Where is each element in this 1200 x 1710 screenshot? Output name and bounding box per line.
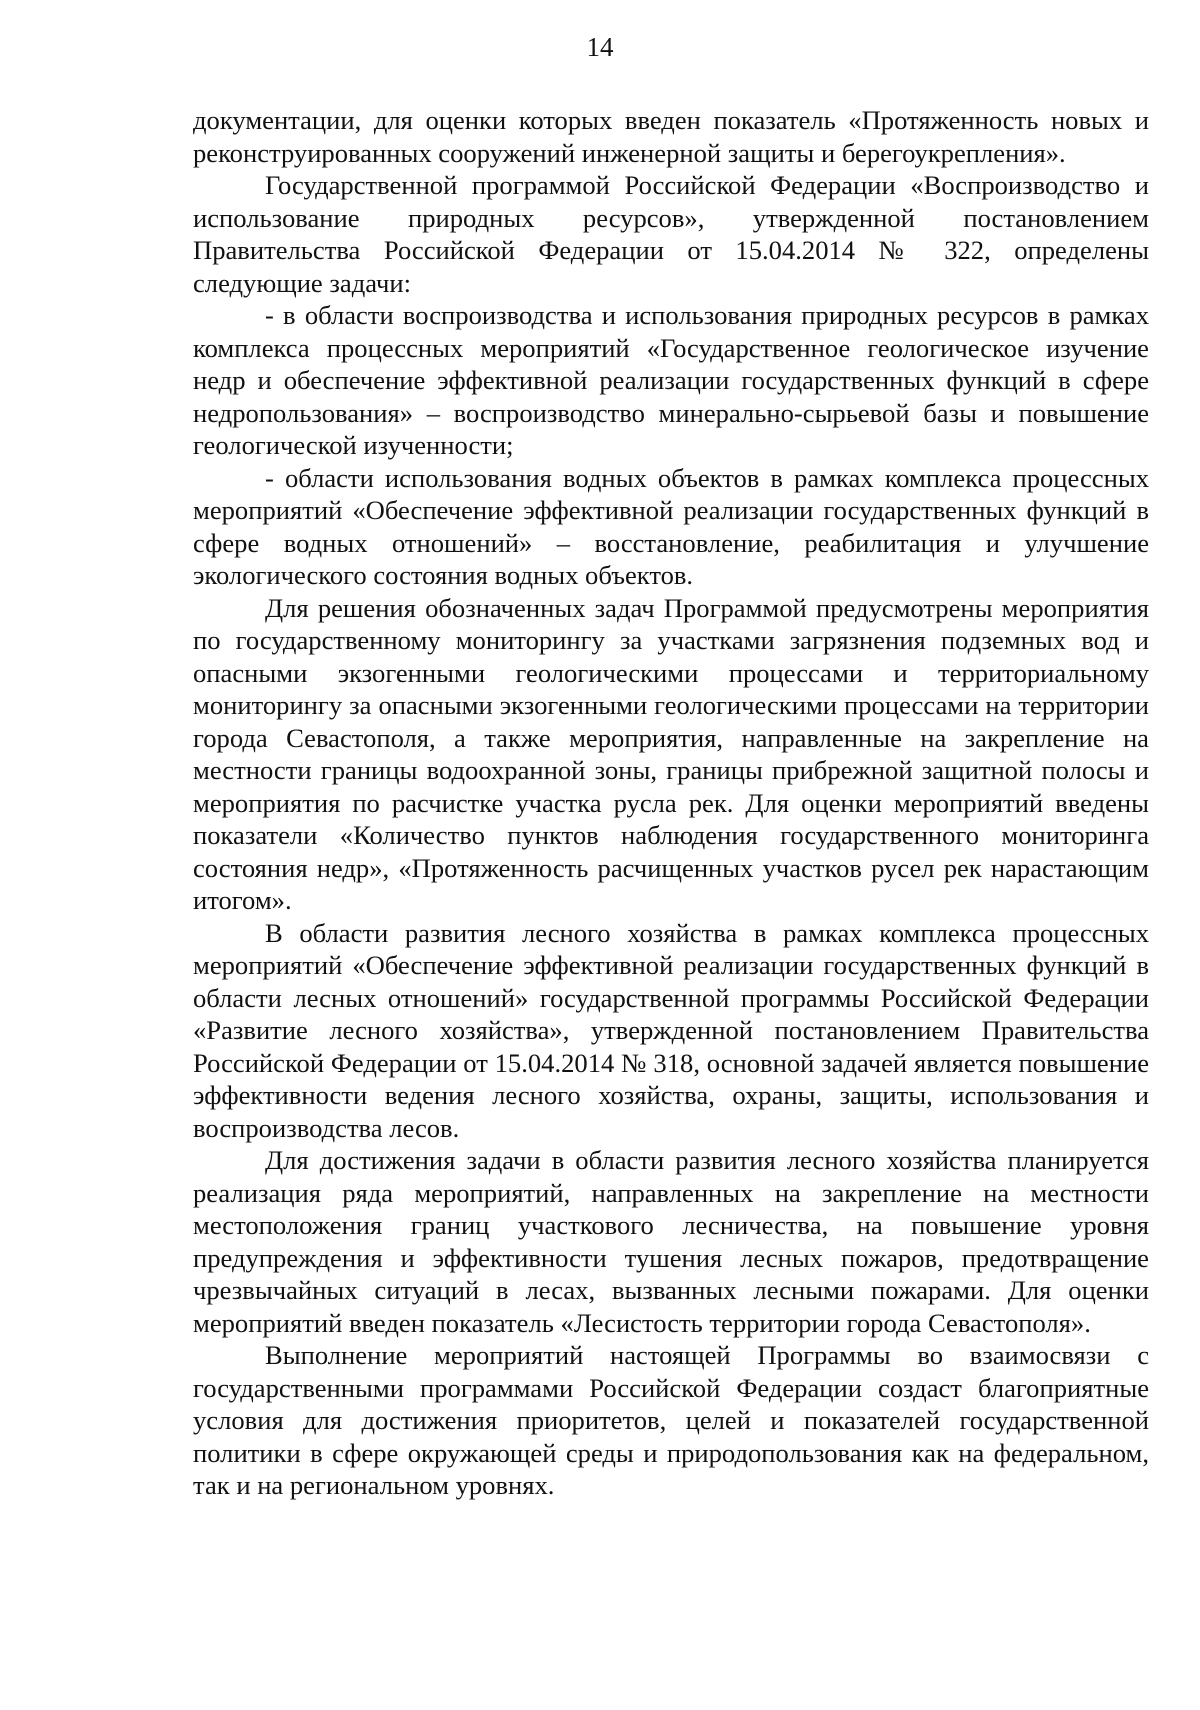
paragraph-conclusion: Выполнение мероприятий настоящей Программы во взаимосвязи с государственными программами Российской Федерации создаст благоприятные условия для достижения приоритетов, целей и показателей государственной политики в сфере окружающей среды и природопользования как на федеральном, так и на региональном уровнях. — [193, 1340, 1149, 1500]
paragraph-task-water-objects: - области использования водных объектов в рамках комплекса процессных мероприятий «Обеспечение эффективной реализации государственных функций в сфере водных отношений» – восстановление, реабилитация и улучшение экологического состояния водных объектов. — [193, 462, 1149, 590]
body-text — [193, 104, 1149, 1502]
page-number: 14 — [586, 32, 614, 62]
paragraph-forestry-program: В области развития лесного хозяйства в рамках комплекса процессных мероприятий «Обеспечение эффективной реализации государственных функций в области лесных отношений» государственной программы Российской Федерации «Развитие лесного хозяйства», утвержденной постановлением Правительства Российской Федерации от 15.04.2014 № 318, основной задачей является повышение эффективности ведения лесного хозяйства, охраны, защиты, использования и воспроизводства лесов. — [193, 917, 1149, 1143]
paragraph-forestry-measures: Для достижения задачи в области развития лесного хозяйства планируется реализация ряда мероприятий, направленных на закрепление на местности местоположения границ участкового лесничества, на повышение уровня предупреждения и эффективности тушения лесных пожаров, предотвращение чрезвычайных ситуаций в лесах, вызванных лесными пожарами. Для оценки мероприятий введен показатель «Лесистость территории города Севастополя». — [193, 1145, 1149, 1338]
paragraph-natural-resources-program: Государственной программой Российской Федерации «Воспроизводство и использование природных ресурсов», утвержденной постановлением Правительства Российской Федерации от 15.04.2014 № 322, определены следующие задачи: — [193, 170, 1149, 298]
paragraph-monitoring-measures: Для решения обозначенных задач Программой предусмотрены мероприятия по государственному мониторингу за участками загрязнения подземных вод и опасными экзогенными геологическими процессами и территориальному мониторингу за опасными экзогенными геологическими процессами на территории города Севастополя, а также мероприятия, направленные на закрепление на местности границы водоохранной зоны, границы прибрежной защитной полосы и мероприятия по расчистке участка русла рек. Для оценки мероприятий введены показатели «Количество пунктов наблюдения государственного мониторинга состояния недр», «Протяженность расчищенных участков русел рек нарастающим итогом». — [193, 592, 1149, 915]
paragraph-task-mineral-resources: - в области воспроизводства и использования природных ресурсов в рамках комплекса процессных мероприятий «Государственное геологическое изучение недр и обеспечение эффективной реализации государственных функций в сфере недропользования» – воспроизводство минерально-сырьевой базы и повышение геологической изученности; — [193, 300, 1149, 460]
paragraph-continuation: документации, для оценки которых введен показатель «Протяженность новых и реконструированных сооружений инженерной защиты и берегоукрепления». — [193, 105, 1149, 168]
